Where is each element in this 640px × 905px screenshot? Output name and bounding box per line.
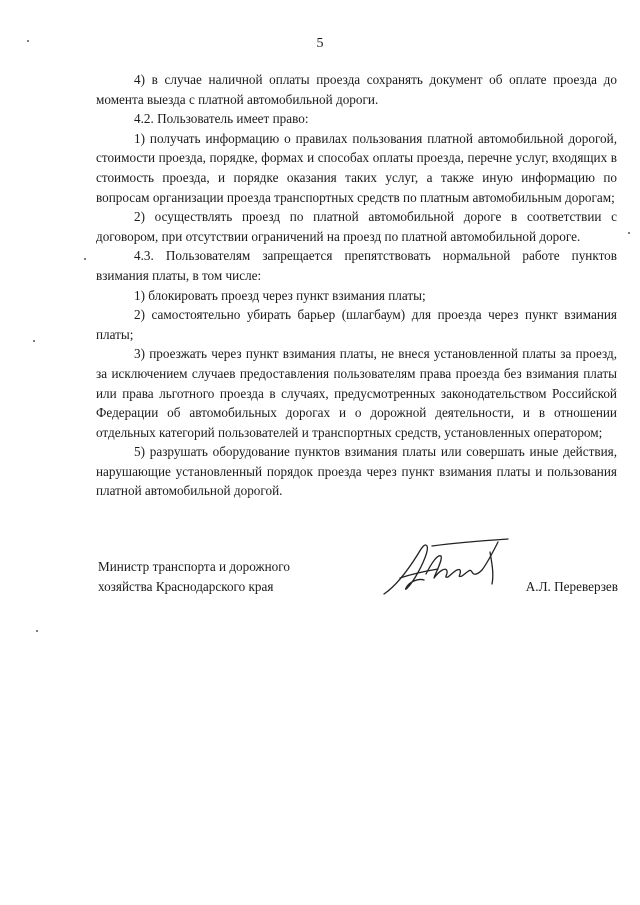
handwritten-signature xyxy=(378,534,518,602)
paragraph-section-4-2-heading: 4.2. Пользователь имеет право: xyxy=(134,111,309,127)
signature-block xyxy=(98,557,618,617)
scan-speck xyxy=(84,258,86,260)
signatory-title-line-1: Министр транспорта и дорожного xyxy=(98,559,290,574)
scan-speck xyxy=(33,340,35,342)
paragraph-prohibition-5: 5) разрушать оборудование пунктов взимания платы или совершать иные действия, нарушающие установленный порядок проезда через пункт взимания платы и пользования платной автомобильной дорогой. xyxy=(96,444,617,499)
paragraph-item-4-payment-document: 4) в случае наличной оплаты проезда сохранять документ об оплате проезда до момента выезда с платной автомобильной дороги. xyxy=(96,72,617,107)
paragraph-prohibition-1: 1) блокировать проезд через пункт взимания платы; xyxy=(134,287,426,303)
signatory-name: А.Л. Переверзев xyxy=(525,578,618,594)
paragraph-section-4-3-heading: 4.3. Пользователям запрещается препятствовать нормальной работе пунктов взимания платы, в том числе: xyxy=(96,248,617,283)
document-body xyxy=(96,70,617,501)
page-number: 5 xyxy=(316,36,324,51)
scan-speck xyxy=(36,630,38,632)
paragraph-prohibition-3: 3) проезжать через пункт взимания платы, не внеся установленной платы за проезд, за исключением случаев предоставления пользователям права проезда без взимания платы или права льготного проезда в случаях, предусмотренных законодательством Российской Федерации об автомобильных дорогах и о дорожной деятельности, и в отношении отдельных категорий пользователей и транспортных средств, установленных оператором; xyxy=(96,346,617,440)
paragraph-prohibition-2: 2) самостоятельно убирать барьер (шлагбаум) для проезда через пункт взимания платы; xyxy=(96,307,617,342)
scan-speck xyxy=(27,40,29,42)
signatory-title-line-2: хозяйства Краснодарского края xyxy=(98,578,274,594)
scan-speck xyxy=(628,232,630,234)
paragraph-right-2-passage: 2) осуществлять проезд по платной автомобильной дороге в соответствии с договором, при отсутствии ограничений на проезд по платной автомобильной дороге. xyxy=(96,209,617,244)
paragraph-right-1-information: 1) получать информацию о правилах пользования платной автомобильной дорогой, стоимости проезда, порядке, формах и способах оплаты проезда, перечне услуг, входящих в стоимость проезда, и порядке оказания таких услуг, а также иную информацию по вопросам организации проезда транспортных средств по платным автомобильным дорогам; xyxy=(96,130,617,205)
